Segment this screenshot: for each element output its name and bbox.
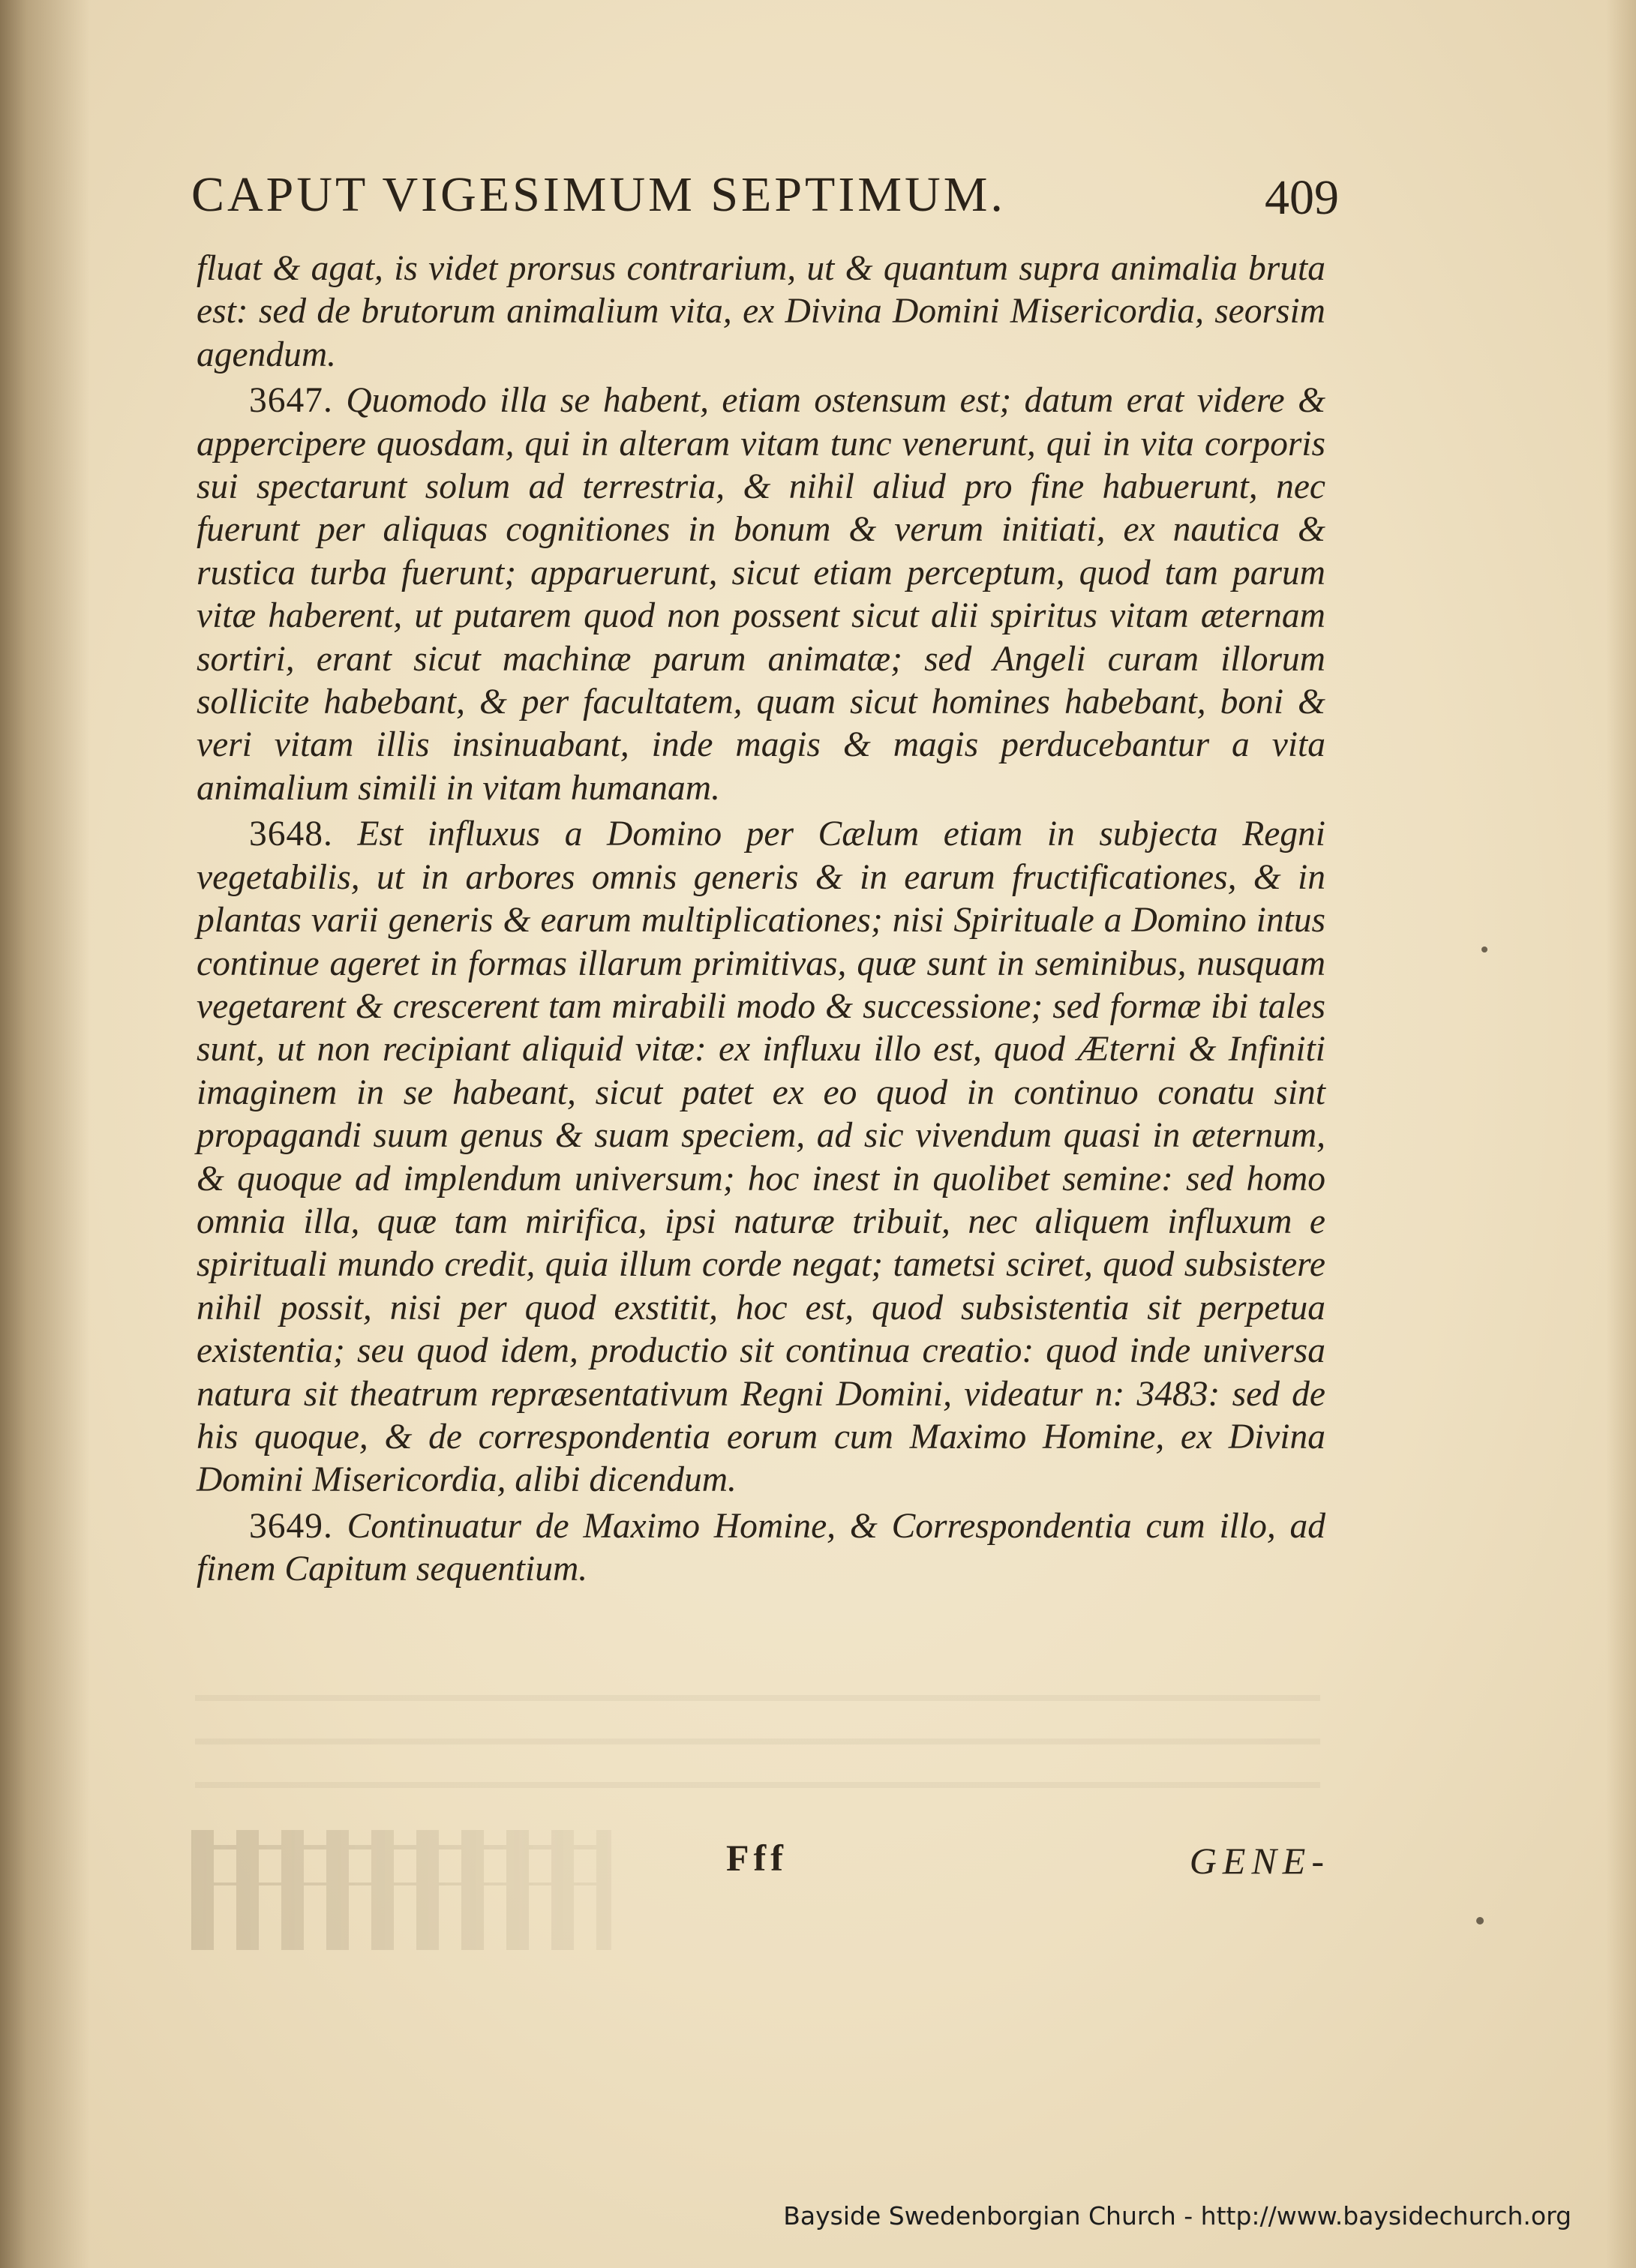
paragraph-text: Quomodo illa se habent, etiam ostensum est; datum erat videre & appercipere quosdam, qui in alteram vitam tunc venerunt, qui in vita corporis sui spectarunt solum ad terrestria, & nihil aliud pro fine habuerunt, nec fuerunt per aliquas cognitiones in bonum & verum initiati, ex nautica & rustica turba fuerunt; apparuerunt, sicut etiam perceptum, quod tam parum vitæ haberent, ut putarem quod non possent sicut alii spiritus vitam æternam sortiri, erant sicut machinæ parum animatæ; sed Angeli curam illorum sollicite habebant, & per facultatem, quam sicut homines habebant, boni & veri vitam illis insinuabant, inde magis & magis perducebantur a vita animalium simili in vitam humanam. [197, 381, 1326, 808]
page-number: 409 [1265, 170, 1339, 225]
paragraph-text: Continuatur de Maximo Homine, & Correspondentia cum illo, ad finem Capitum sequentium. [197, 1506, 1325, 1589]
page-gutter-shadow [0, 0, 90, 2268]
paper-speck [1481, 946, 1487, 952]
paragraph-continuation [197, 248, 1325, 376]
paragraph-3647 [197, 380, 1325, 810]
show-through-ghost-text [195, 1695, 1320, 1808]
show-through-smudge [191, 1830, 611, 1950]
paper-speck [1476, 1917, 1484, 1924]
page-edge-shading [1606, 0, 1636, 2268]
paragraph-text: fluat & agat, is videt prorsus contrarium, ut & quantum supra animalia bruta est: sed de brutorum animalium vita, ex Divina Domini Misericordia, seorsim agendum. [197, 249, 1325, 374]
paragraph-number: 3649. [249, 1506, 333, 1546]
running-head [191, 166, 1339, 234]
paragraph-number: 3647. [249, 381, 333, 421]
paragraph-3648 [197, 813, 1325, 1502]
running-title: CAPUT VIGESIMUM SEPTIMUM. [191, 167, 1006, 222]
paragraph-3649 [197, 1505, 1325, 1592]
paragraph-text: Est influxus a Domino per Cælum etiam in subjecta Regni vegetabilis, ut in arbores omnis generis & in earum fructificationes, & in plantas varii generis & earum multiplicationes; nisi Spirituale a Domino intus continue ageret in formas illarum primitivas, quæ sunt in seminibus, nusquam vegetarent & crescerent tam mirabili modo & successione; sed formæ ibi tales sunt, ut non recipiant aliquid vitæ: ex influxu illo est, quod Æterni & Infiniti imaginem in se habeant, sicut patet ex eo quod in continuo conatu sint propagandi suum genus & suam speciem, ad sic vivendum quasi in æternum, & quoque ad implendum universum; hoc inest in quolibet semine: sed homo omnia illa, quæ tam mirifica, ipsi naturæ tribuit, nec aliquem influxum e spirituali mundo credit, quia illum corde negat; tametsi sciret, quod subsistere nihil possit, nisi per quod exstitit, hoc est, quod subsistentia sit perpetua existentia; seu quod idem, productio sit continua creatio: quod inde universa natura sit theatrum repræsentativum Regni Domini, videatur n: 3483: sed de his quoque, & de correspondentia eorum cum Maximo Homine, ex Divina Domini Misericordia, alibi dicendum. [197, 814, 1325, 1500]
signature-mark: Fff [726, 1837, 788, 1879]
body-text [197, 248, 1325, 1594]
catchword: GENE- [1189, 1840, 1330, 1882]
credit-line: Bayside Swedenborgian Church - http://www.baysidechurch.org [783, 2201, 1571, 2230]
paragraph-number: 3648. [249, 814, 333, 854]
